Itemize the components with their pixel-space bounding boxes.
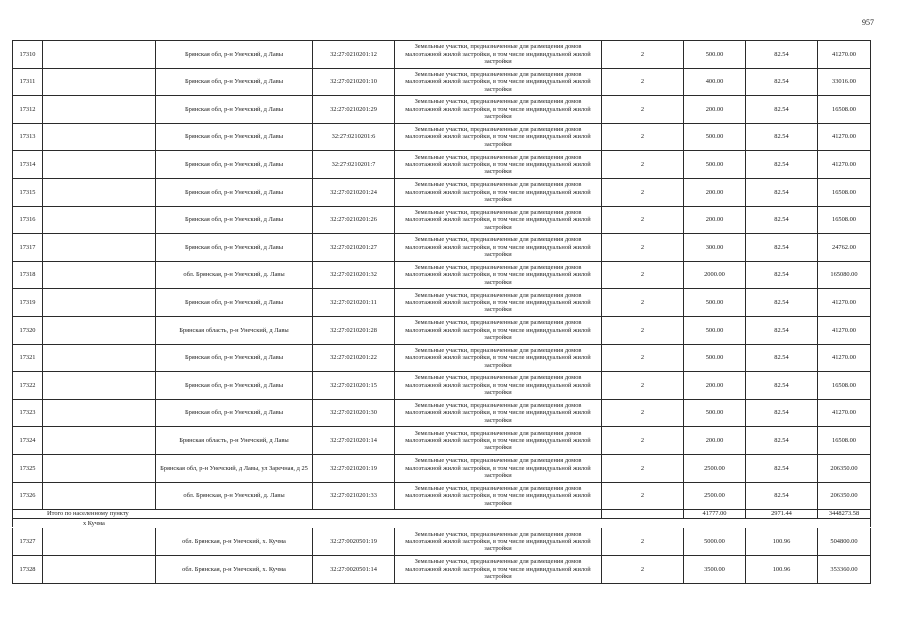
row-cadastral-number: 32:27:0210201:27 <box>313 234 395 262</box>
empty-cell <box>43 482 156 510</box>
table-row <box>13 399 871 427</box>
empty-cell <box>43 96 156 124</box>
row-cadastral-number: 32:27:0210201:15 <box>313 372 395 400</box>
row-cadastral-value: 16508.00 <box>818 178 871 206</box>
row-number: 17315 <box>13 178 43 206</box>
row-land-use: Земельные участки, предназначенные для размещения домов малоэтажной жилой застройки, в том числе индивидуальной жилой застройки <box>395 556 602 584</box>
row-number: 17317 <box>13 234 43 262</box>
row-specific-value: 82.54 <box>746 316 818 344</box>
row-cadastral-value: 41270.00 <box>818 151 871 179</box>
row-group: 2 <box>602 234 684 262</box>
row-cadastral-value: 41270.00 <box>818 41 871 69</box>
empty-cell <box>43 178 156 206</box>
row-address: Брянская обл, р-н Унечский, д Лавы <box>156 123 313 151</box>
row-area: 200.00 <box>684 427 746 455</box>
row-number: 17324 <box>13 427 43 455</box>
row-area: 500.00 <box>684 399 746 427</box>
empty-cell <box>43 528 156 556</box>
row-cadastral-value: 33016.00 <box>818 68 871 96</box>
row-area: 2500.00 <box>684 454 746 482</box>
row-group: 2 <box>602 454 684 482</box>
row-area: 3500.00 <box>684 556 746 584</box>
table-row <box>13 261 871 289</box>
total-area: 41777.00 <box>684 510 746 519</box>
row-address: Брянская обл, р-н Унечский, д Лавы, ул Заречная, д 25 <box>156 454 313 482</box>
empty-cell <box>43 372 156 400</box>
row-group: 2 <box>602 344 684 372</box>
row-area: 200.00 <box>684 206 746 234</box>
row-area: 400.00 <box>684 68 746 96</box>
empty-cell <box>43 289 156 317</box>
row-area: 500.00 <box>684 123 746 151</box>
row-number: 17314 <box>13 151 43 179</box>
row-land-use: Земельные участки, предназначенные для размещения домов малоэтажной жилой застройки, в том числе индивидуальной жилой застройки <box>395 178 602 206</box>
row-number: 17322 <box>13 372 43 400</box>
row-cadastral-value: 165080.00 <box>818 261 871 289</box>
row-group: 2 <box>602 41 684 69</box>
row-area: 500.00 <box>684 41 746 69</box>
empty-cell <box>43 316 156 344</box>
row-specific-value: 82.54 <box>746 234 818 262</box>
row-specific-value: 82.54 <box>746 399 818 427</box>
empty-cell <box>43 427 156 455</box>
table-row <box>13 344 871 372</box>
row-cadastral-number: 32:27:0020501:19 <box>313 528 395 556</box>
row-number: 17313 <box>13 123 43 151</box>
row-specific-value: 100.96 <box>746 556 818 584</box>
row-number: 17319 <box>13 289 43 317</box>
row-specific-value: 82.54 <box>746 427 818 455</box>
row-area: 500.00 <box>684 289 746 317</box>
empty-cell <box>43 344 156 372</box>
row-land-use: Земельные участки, предназначенные для размещения домов малоэтажной жилой застройки, в том числе индивидуальной жилой застройки <box>395 454 602 482</box>
empty-cell <box>43 151 156 179</box>
row-cadastral-number: 32:27:0210201:30 <box>313 399 395 427</box>
row-address: Брянская обл, р-н Унечский, д Лавы <box>156 151 313 179</box>
row-cadastral-value: 353360.00 <box>818 556 871 584</box>
row-specific-value: 82.54 <box>746 96 818 124</box>
row-address: Брянская обл, р-н Унечский, д Лавы <box>156 399 313 427</box>
row-specific-value: 82.54 <box>746 372 818 400</box>
row-area: 500.00 <box>684 316 746 344</box>
total-value: 3448273.58 <box>818 510 871 519</box>
table-row <box>13 427 871 455</box>
total-label: Итого по населенному пункту <box>13 510 602 519</box>
row-number: 17328 <box>13 556 43 584</box>
row-cadastral-value: 41270.00 <box>818 289 871 317</box>
row-number: 17321 <box>13 344 43 372</box>
row-group: 2 <box>602 427 684 455</box>
row-address: Брянская обл, р-н Унечский, д Лавы <box>156 372 313 400</box>
row-cadastral-number: 32:27:0210201:29 <box>313 96 395 124</box>
page-number: 957 <box>862 18 874 27</box>
row-cadastral-number: 32:27:0210201:28 <box>313 316 395 344</box>
row-area: 500.00 <box>684 151 746 179</box>
row-specific-value: 82.54 <box>746 454 818 482</box>
row-land-use: Земельные участки, предназначенные для размещения домов малоэтажной жилой застройки, в том числе индивидуальной жилой застройки <box>395 68 602 96</box>
row-cadastral-value: 206350.00 <box>818 482 871 510</box>
row-number: 17323 <box>13 399 43 427</box>
row-land-use: Земельные участки, предназначенные для размещения домов малоэтажной жилой застройки, в том числе индивидуальной жилой застройки <box>395 289 602 317</box>
empty-cell <box>43 399 156 427</box>
row-address: Брянская обл, р-н Унечский, д Лавы <box>156 344 313 372</box>
empty-cell <box>43 68 156 96</box>
row-specific-value: 82.54 <box>746 289 818 317</box>
empty-cell <box>43 123 156 151</box>
row-group: 2 <box>602 123 684 151</box>
row-cadastral-number: 32:27:0210201:22 <box>313 344 395 372</box>
table-row <box>13 96 871 124</box>
row-address: Брянская обл, р-н Унечский, д Лавы <box>156 206 313 234</box>
row-cadastral-number: 32:27:0210201:14 <box>313 427 395 455</box>
row-area: 200.00 <box>684 372 746 400</box>
row-cadastral-number: 32:27:0210201:24 <box>313 178 395 206</box>
row-cadastral-value: 41270.00 <box>818 316 871 344</box>
row-group: 2 <box>602 96 684 124</box>
cadastral-value-table <box>12 40 871 584</box>
row-address: Брянская обл, р-н Унечский, д Лавы <box>156 178 313 206</box>
row-address: Брянская обл, р-н Унечский, д Лавы <box>156 68 313 96</box>
row-number: 17318 <box>13 261 43 289</box>
row-cadastral-number: 32:27:0210201:12 <box>313 41 395 69</box>
row-land-use: Земельные участки, предназначенные для размещения домов малоэтажной жилой застройки, в том числе индивидуальной жилой застройки <box>395 234 602 262</box>
row-specific-value: 82.54 <box>746 151 818 179</box>
row-specific-value: 82.54 <box>746 41 818 69</box>
row-specific-value: 82.54 <box>746 206 818 234</box>
row-number: 17326 <box>13 482 43 510</box>
table-row <box>13 316 871 344</box>
row-land-use: Земельные участки, предназначенные для размещения домов малоэтажной жилой застройки, в том числе индивидуальной жилой застройки <box>395 41 602 69</box>
row-area: 2000.00 <box>684 261 746 289</box>
row-land-use: Земельные участки, предназначенные для размещения домов малоэтажной жилой застройки, в том числе индивидуальной жилой застройки <box>395 316 602 344</box>
row-land-use: Земельные участки, предназначенные для размещения домов малоэтажной жилой застройки, в том числе индивидуальной жилой застройки <box>395 96 602 124</box>
row-area: 5000.00 <box>684 528 746 556</box>
empty-cell <box>43 206 156 234</box>
row-cadastral-value: 206350.00 <box>818 454 871 482</box>
row-cadastral-number: 32:27:0210201:19 <box>313 454 395 482</box>
row-cadastral-value: 16508.00 <box>818 206 871 234</box>
row-cadastral-number: 32:27:0020501:14 <box>313 556 395 584</box>
row-group: 2 <box>602 289 684 317</box>
row-specific-value: 100.96 <box>746 528 818 556</box>
row-cadastral-number: 32:27:0210201:11 <box>313 289 395 317</box>
total-empty-cell <box>602 510 684 519</box>
row-land-use: Земельные участки, предназначенные для размещения домов малоэтажной жилой застройки, в том числе индивидуальной жилой застройки <box>395 151 602 179</box>
row-address: Брянская обл, р-н Унечский, д Лавы <box>156 289 313 317</box>
table-row <box>13 556 871 584</box>
row-area: 500.00 <box>684 344 746 372</box>
row-address: Брянская обл, р-н Унечский, д Лавы <box>156 234 313 262</box>
locality-name: х Кучма <box>13 519 871 528</box>
table-row <box>13 234 871 262</box>
row-cadastral-value: 504800.00 <box>818 528 871 556</box>
row-area: 300.00 <box>684 234 746 262</box>
empty-cell <box>43 556 156 584</box>
empty-cell <box>43 454 156 482</box>
table-row <box>13 289 871 317</box>
row-group: 2 <box>602 151 684 179</box>
row-address: Брянская обл, р-н Унечский, д Лавы <box>156 96 313 124</box>
row-cadastral-value: 41270.00 <box>818 344 871 372</box>
row-specific-value: 82.54 <box>746 178 818 206</box>
row-address: обл. Брянская, р-н Унечский, д. Лавы <box>156 261 313 289</box>
row-number: 17311 <box>13 68 43 96</box>
row-land-use: Земельные участки, предназначенные для размещения домов малоэтажной жилой застройки, в том числе индивидуальной жилой застройки <box>395 528 602 556</box>
row-area: 200.00 <box>684 178 746 206</box>
row-land-use: Земельные участки, предназначенные для размещения домов малоэтажной жилой застройки, в том числе индивидуальной жилой застройки <box>395 482 602 510</box>
row-address: обл. Брянская, р-н Унечский, х. Кучма <box>156 528 313 556</box>
table-row <box>13 151 871 179</box>
row-land-use: Земельные участки, предназначенные для размещения домов малоэтажной жилой застройки, в том числе индивидуальной жилой застройки <box>395 261 602 289</box>
row-specific-value: 82.54 <box>746 344 818 372</box>
row-specific-value: 82.54 <box>746 68 818 96</box>
table-row <box>13 68 871 96</box>
row-land-use: Земельные участки, предназначенные для размещения домов малоэтажной жилой застройки, в том числе индивидуальной жилой застройки <box>395 427 602 455</box>
row-cadastral-number: 32:27:0210201:10 <box>313 68 395 96</box>
empty-cell <box>43 41 156 69</box>
row-cadastral-value: 16508.00 <box>818 427 871 455</box>
row-number: 17310 <box>13 41 43 69</box>
row-cadastral-value: 41270.00 <box>818 399 871 427</box>
row-cadastral-number: 32:27:0210201:7 <box>313 151 395 179</box>
row-area: 2500.00 <box>684 482 746 510</box>
row-land-use: Земельные участки, предназначенные для размещения домов малоэтажной жилой застройки, в том числе индивидуальной жилой застройки <box>395 372 602 400</box>
row-cadastral-number: 32:27:0210201:26 <box>313 206 395 234</box>
empty-cell <box>43 234 156 262</box>
row-number: 17316 <box>13 206 43 234</box>
row-group: 2 <box>602 556 684 584</box>
empty-cell <box>43 261 156 289</box>
row-group: 2 <box>602 316 684 344</box>
row-group: 2 <box>602 482 684 510</box>
row-specific-value: 82.54 <box>746 482 818 510</box>
row-address: обл. Брянская, р-н Унечский, х. Кучма <box>156 556 313 584</box>
locality-total-row <box>13 510 871 519</box>
row-land-use: Земельные участки, предназначенные для размещения домов малоэтажной жилой застройки, в том числе индивидуальной жилой застройки <box>395 206 602 234</box>
row-land-use: Земельные участки, предназначенные для размещения домов малоэтажной жилой застройки, в том числе индивидуальной жилой застройки <box>395 399 602 427</box>
table-row <box>13 41 871 69</box>
row-group: 2 <box>602 178 684 206</box>
row-land-use: Земельные участки, предназначенные для размещения домов малоэтажной жилой застройки, в том числе индивидуальной жилой застройки <box>395 123 602 151</box>
row-address: Брянская обл, р-н Унечский, д Лавы <box>156 41 313 69</box>
row-group: 2 <box>602 528 684 556</box>
row-number: 17320 <box>13 316 43 344</box>
row-address: Брянская область, р-н Унечский, д Лавы <box>156 316 313 344</box>
table-row <box>13 206 871 234</box>
row-number: 17325 <box>13 454 43 482</box>
row-land-use: Земельные участки, предназначенные для размещения домов малоэтажной жилой застройки, в том числе индивидуальной жилой застройки <box>395 344 602 372</box>
table-row <box>13 454 871 482</box>
row-cadastral-number: 32:27:0210201:32 <box>313 261 395 289</box>
row-area: 200.00 <box>684 96 746 124</box>
total-rate: 2971.44 <box>746 510 818 519</box>
table-row <box>13 123 871 151</box>
row-cadastral-value: 16508.00 <box>818 96 871 124</box>
row-cadastral-number: 32:27:0210201:33 <box>313 482 395 510</box>
row-cadastral-number: 32:27:0210201:6 <box>313 123 395 151</box>
row-group: 2 <box>602 261 684 289</box>
row-cadastral-value: 16508.00 <box>818 372 871 400</box>
locality-header-row <box>13 519 871 528</box>
table-row <box>13 178 871 206</box>
row-specific-value: 82.54 <box>746 261 818 289</box>
row-group: 2 <box>602 68 684 96</box>
row-number: 17312 <box>13 96 43 124</box>
row-group: 2 <box>602 206 684 234</box>
row-group: 2 <box>602 372 684 400</box>
row-group: 2 <box>602 399 684 427</box>
row-cadastral-value: 41270.00 <box>818 123 871 151</box>
row-specific-value: 82.54 <box>746 123 818 151</box>
row-address: обл. Брянская, р-н Унечский, д. Лавы <box>156 482 313 510</box>
row-address: Брянская область, р-н Унечский, д Лавы <box>156 427 313 455</box>
row-number: 17327 <box>13 528 43 556</box>
table-row <box>13 482 871 510</box>
row-cadastral-value: 24762.00 <box>818 234 871 262</box>
table-row <box>13 372 871 400</box>
table-row <box>13 528 871 556</box>
